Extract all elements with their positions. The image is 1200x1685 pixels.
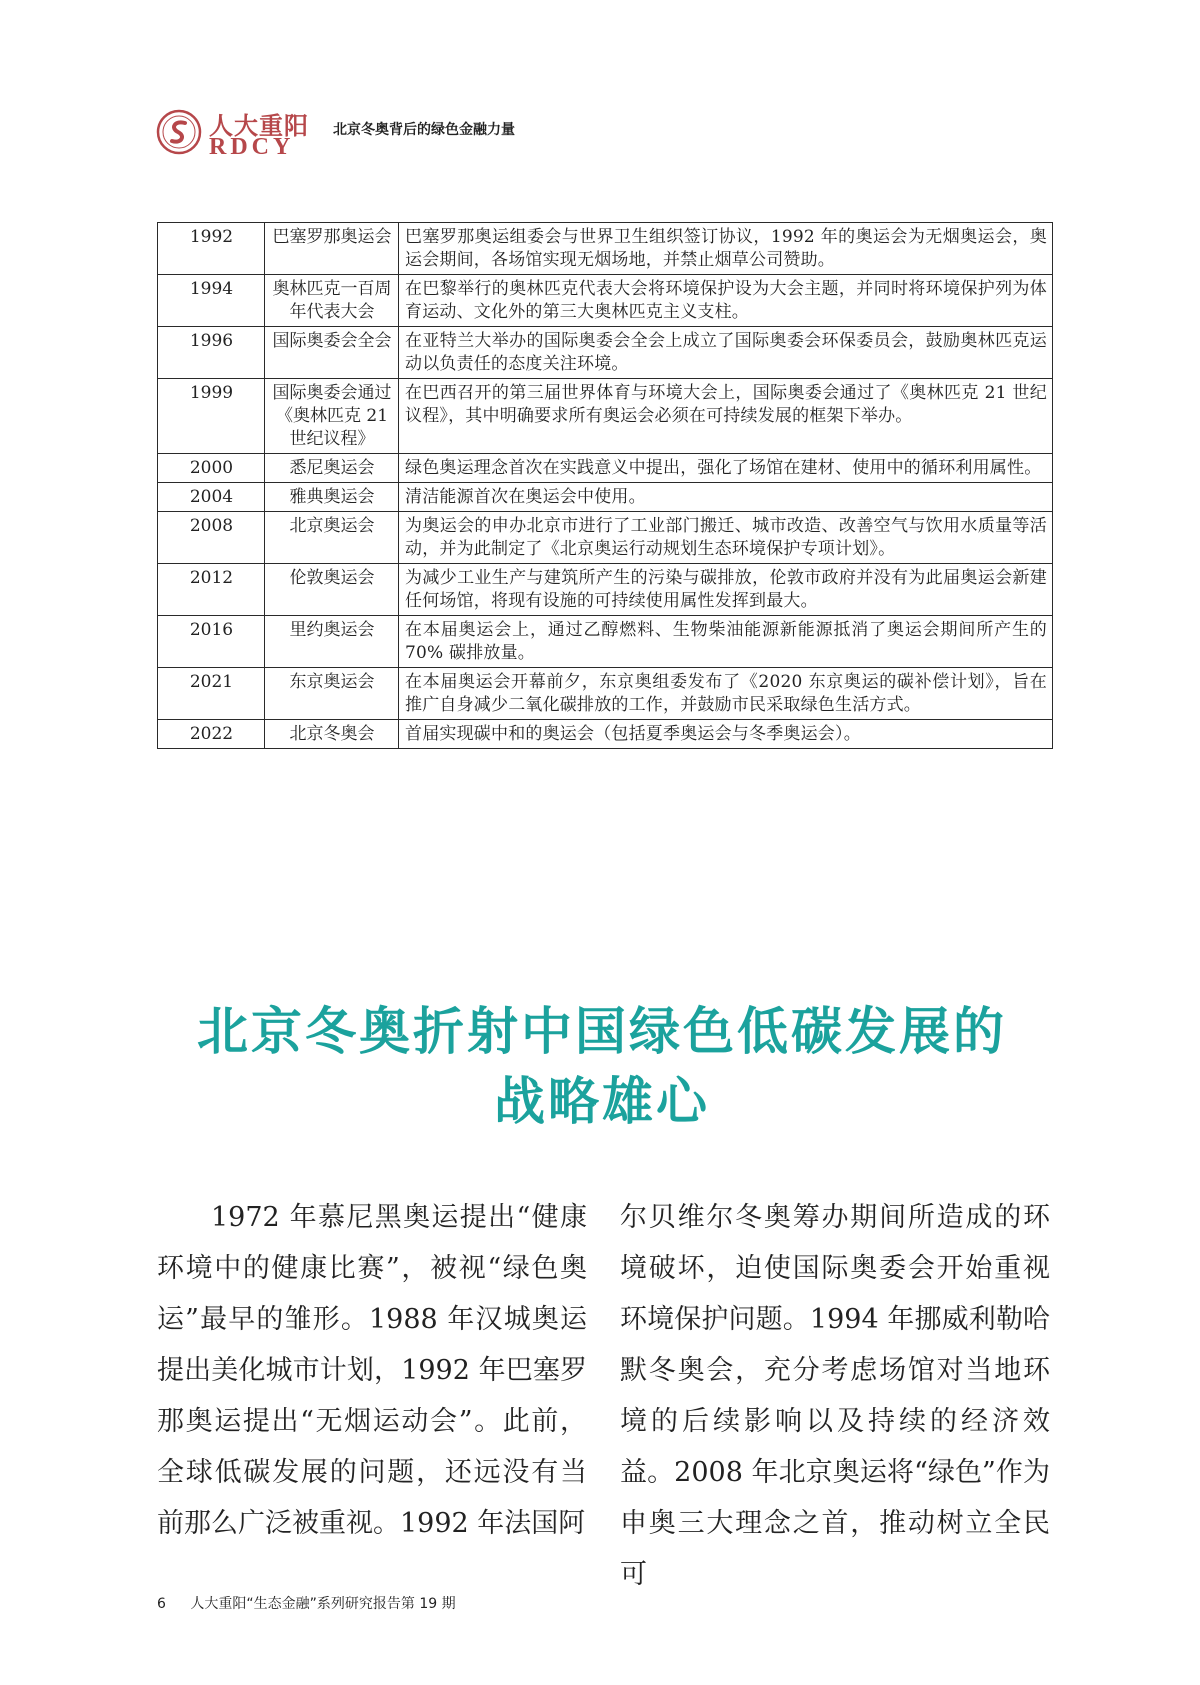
table-row bbox=[158, 454, 1053, 483]
description-cell: 在本届奥运会开幕前夕，东京奥组委发布了《2020 东京奥运的碳补偿计划》，旨在推广自身减少二氧化碳排放的工作，并鼓励市民采取绿色生活方式。 bbox=[399, 668, 1053, 720]
year-cell: 2012 bbox=[158, 564, 265, 616]
event-cell: 里约奥运会 bbox=[265, 616, 399, 668]
event-cell: 巴塞罗那奥运会 bbox=[265, 223, 399, 275]
year-cell: 1994 bbox=[158, 275, 265, 327]
event-cell: 国际奥委会通过《奥林匹克 21 世纪议程》 bbox=[265, 379, 399, 454]
green-olympics-timeline-table bbox=[157, 222, 1053, 749]
event-cell: 东京奥运会 bbox=[265, 668, 399, 720]
page-header bbox=[155, 104, 1055, 164]
description-cell: 在巴西召开的第三届世界体育与环境大会上，国际奥委会通过了《奥林匹克 21 世纪议程》，其中明确要求所有奥运会必须在可持续发展的框架下举办。 bbox=[399, 379, 1053, 454]
table-row bbox=[158, 483, 1053, 512]
section-heading-line-2: 战略雄心 bbox=[493, 1073, 710, 1132]
table-row bbox=[158, 512, 1053, 564]
logo-english-text: RDCY bbox=[209, 134, 295, 160]
header-title: 北京冬奥背后的绿色金融力量 bbox=[333, 122, 515, 138]
event-cell: 北京冬奥会 bbox=[265, 720, 399, 749]
table-row bbox=[158, 720, 1053, 749]
description-cell: 在亚特兰大举办的国际奥委会全会上成立了国际奥委会环保委员会，鼓励奥林匹克运动以负责任的态度关注环境。 bbox=[399, 327, 1053, 379]
table-row bbox=[158, 616, 1053, 668]
year-cell: 2008 bbox=[158, 512, 265, 564]
year-cell: 2016 bbox=[158, 616, 265, 668]
description-cell: 为奥运会的申办北京市进行了工业部门搬迁、城市改造、改善空气与饮用水质量等活动，并为此制定了《北京奥运行动规划生态环境保护专项计划》。 bbox=[399, 512, 1053, 564]
year-cell: 2000 bbox=[158, 454, 265, 483]
description-cell: 为减少工业生产与建筑所产生的污染与碳排放，伦敦市政府并没有为此届奥运会新建任何场馆，将现有设施的可持续使用属性发挥到最大。 bbox=[399, 564, 1053, 616]
year-cell: 1992 bbox=[158, 223, 265, 275]
event-cell: 奥林匹克一百周年代表大会 bbox=[265, 275, 399, 327]
table-row bbox=[158, 379, 1053, 454]
event-cell: 北京奥运会 bbox=[265, 512, 399, 564]
event-cell: 国际奥委会全会 bbox=[265, 327, 399, 379]
description-cell: 巴塞罗那奥运组委会与世界卫生组织签订协议，1992 年的奥运会为无烟奥运会，奥运会期间，各场馆实现无烟场地，并禁止烟草公司赞助。 bbox=[399, 223, 1053, 275]
logo-chinese-text: 人大重阳 bbox=[209, 111, 309, 140]
year-cell: 1996 bbox=[158, 327, 265, 379]
description-cell: 首届实现碳中和的奥运会（包括夏季奥运会与冬季奥运会）。 bbox=[399, 720, 1053, 749]
table-row bbox=[158, 223, 1053, 275]
page-number: 6 bbox=[157, 1596, 166, 1612]
timeline-table-body bbox=[158, 223, 1053, 749]
table-row bbox=[158, 275, 1053, 327]
section-heading bbox=[150, 998, 1054, 1138]
section-heading-line-1: 北京冬奥折射中国绿色低碳发展的 bbox=[196, 1003, 1007, 1062]
body-text-columns bbox=[157, 1192, 1053, 1590]
year-cell: 2004 bbox=[158, 483, 265, 512]
year-cell: 1999 bbox=[158, 379, 265, 454]
table-row bbox=[158, 327, 1053, 379]
page-footer bbox=[157, 1593, 456, 1613]
description-cell: 清洁能源首次在奥运会中使用。 bbox=[399, 483, 1053, 512]
description-cell: 在巴黎举行的奥林匹克代表大会将环境保护设为大会主题，并同时将环境保护列为体育运动、文化外的第三大奥林匹克主义支柱。 bbox=[399, 275, 1053, 327]
event-cell: 雅典奥运会 bbox=[265, 483, 399, 512]
table-row bbox=[158, 668, 1053, 720]
body-paragraph-right: 尔贝维尔冬奥筹办期间所造成的环境破坏，迫使国际奥委会开始重视环境保护问题。1994 年挪威利勒哈默冬奥会，充分考虑场馆对当地环境的后续影响以及持续的经济效益。2008 年北京奥运将“绿色”作为申奥三大理念之首，推动树立全民可 bbox=[620, 1202, 1050, 1590]
logo-emblem-icon bbox=[155, 108, 203, 156]
rdcy-logo bbox=[155, 104, 315, 164]
year-cell: 2021 bbox=[158, 668, 265, 720]
table-row bbox=[158, 564, 1053, 616]
footer-series-title: 人大重阳“生态金融”系列研究报告第 19 期 bbox=[190, 1596, 456, 1612]
description-cell: 在本届奥运会上，通过乙醇燃料、生物柴油能源新能源抵消了奥运会期间所产生的 70% 碳排放量。 bbox=[399, 616, 1053, 668]
event-cell: 伦敦奥运会 bbox=[265, 564, 399, 616]
year-cell: 2022 bbox=[158, 720, 265, 749]
event-cell: 悉尼奥运会 bbox=[265, 454, 399, 483]
body-paragraph-left: 1972 年慕尼黑奥运提出“健康环境中的健康比赛”，被视“绿色奥运”最早的雏形。1988 年汉城奥运提出美化城市计划，1992 年巴塞罗那奥运提出“无烟运动会”。此前，全球低碳发展的问题，还远没有当前那么广泛被重视。1992 年法国阿 bbox=[157, 1202, 587, 1539]
description-cell: 绿色奥运理念首次在实践意义中提出，强化了场馆在建材、使用中的循环利用属性。 bbox=[399, 454, 1053, 483]
